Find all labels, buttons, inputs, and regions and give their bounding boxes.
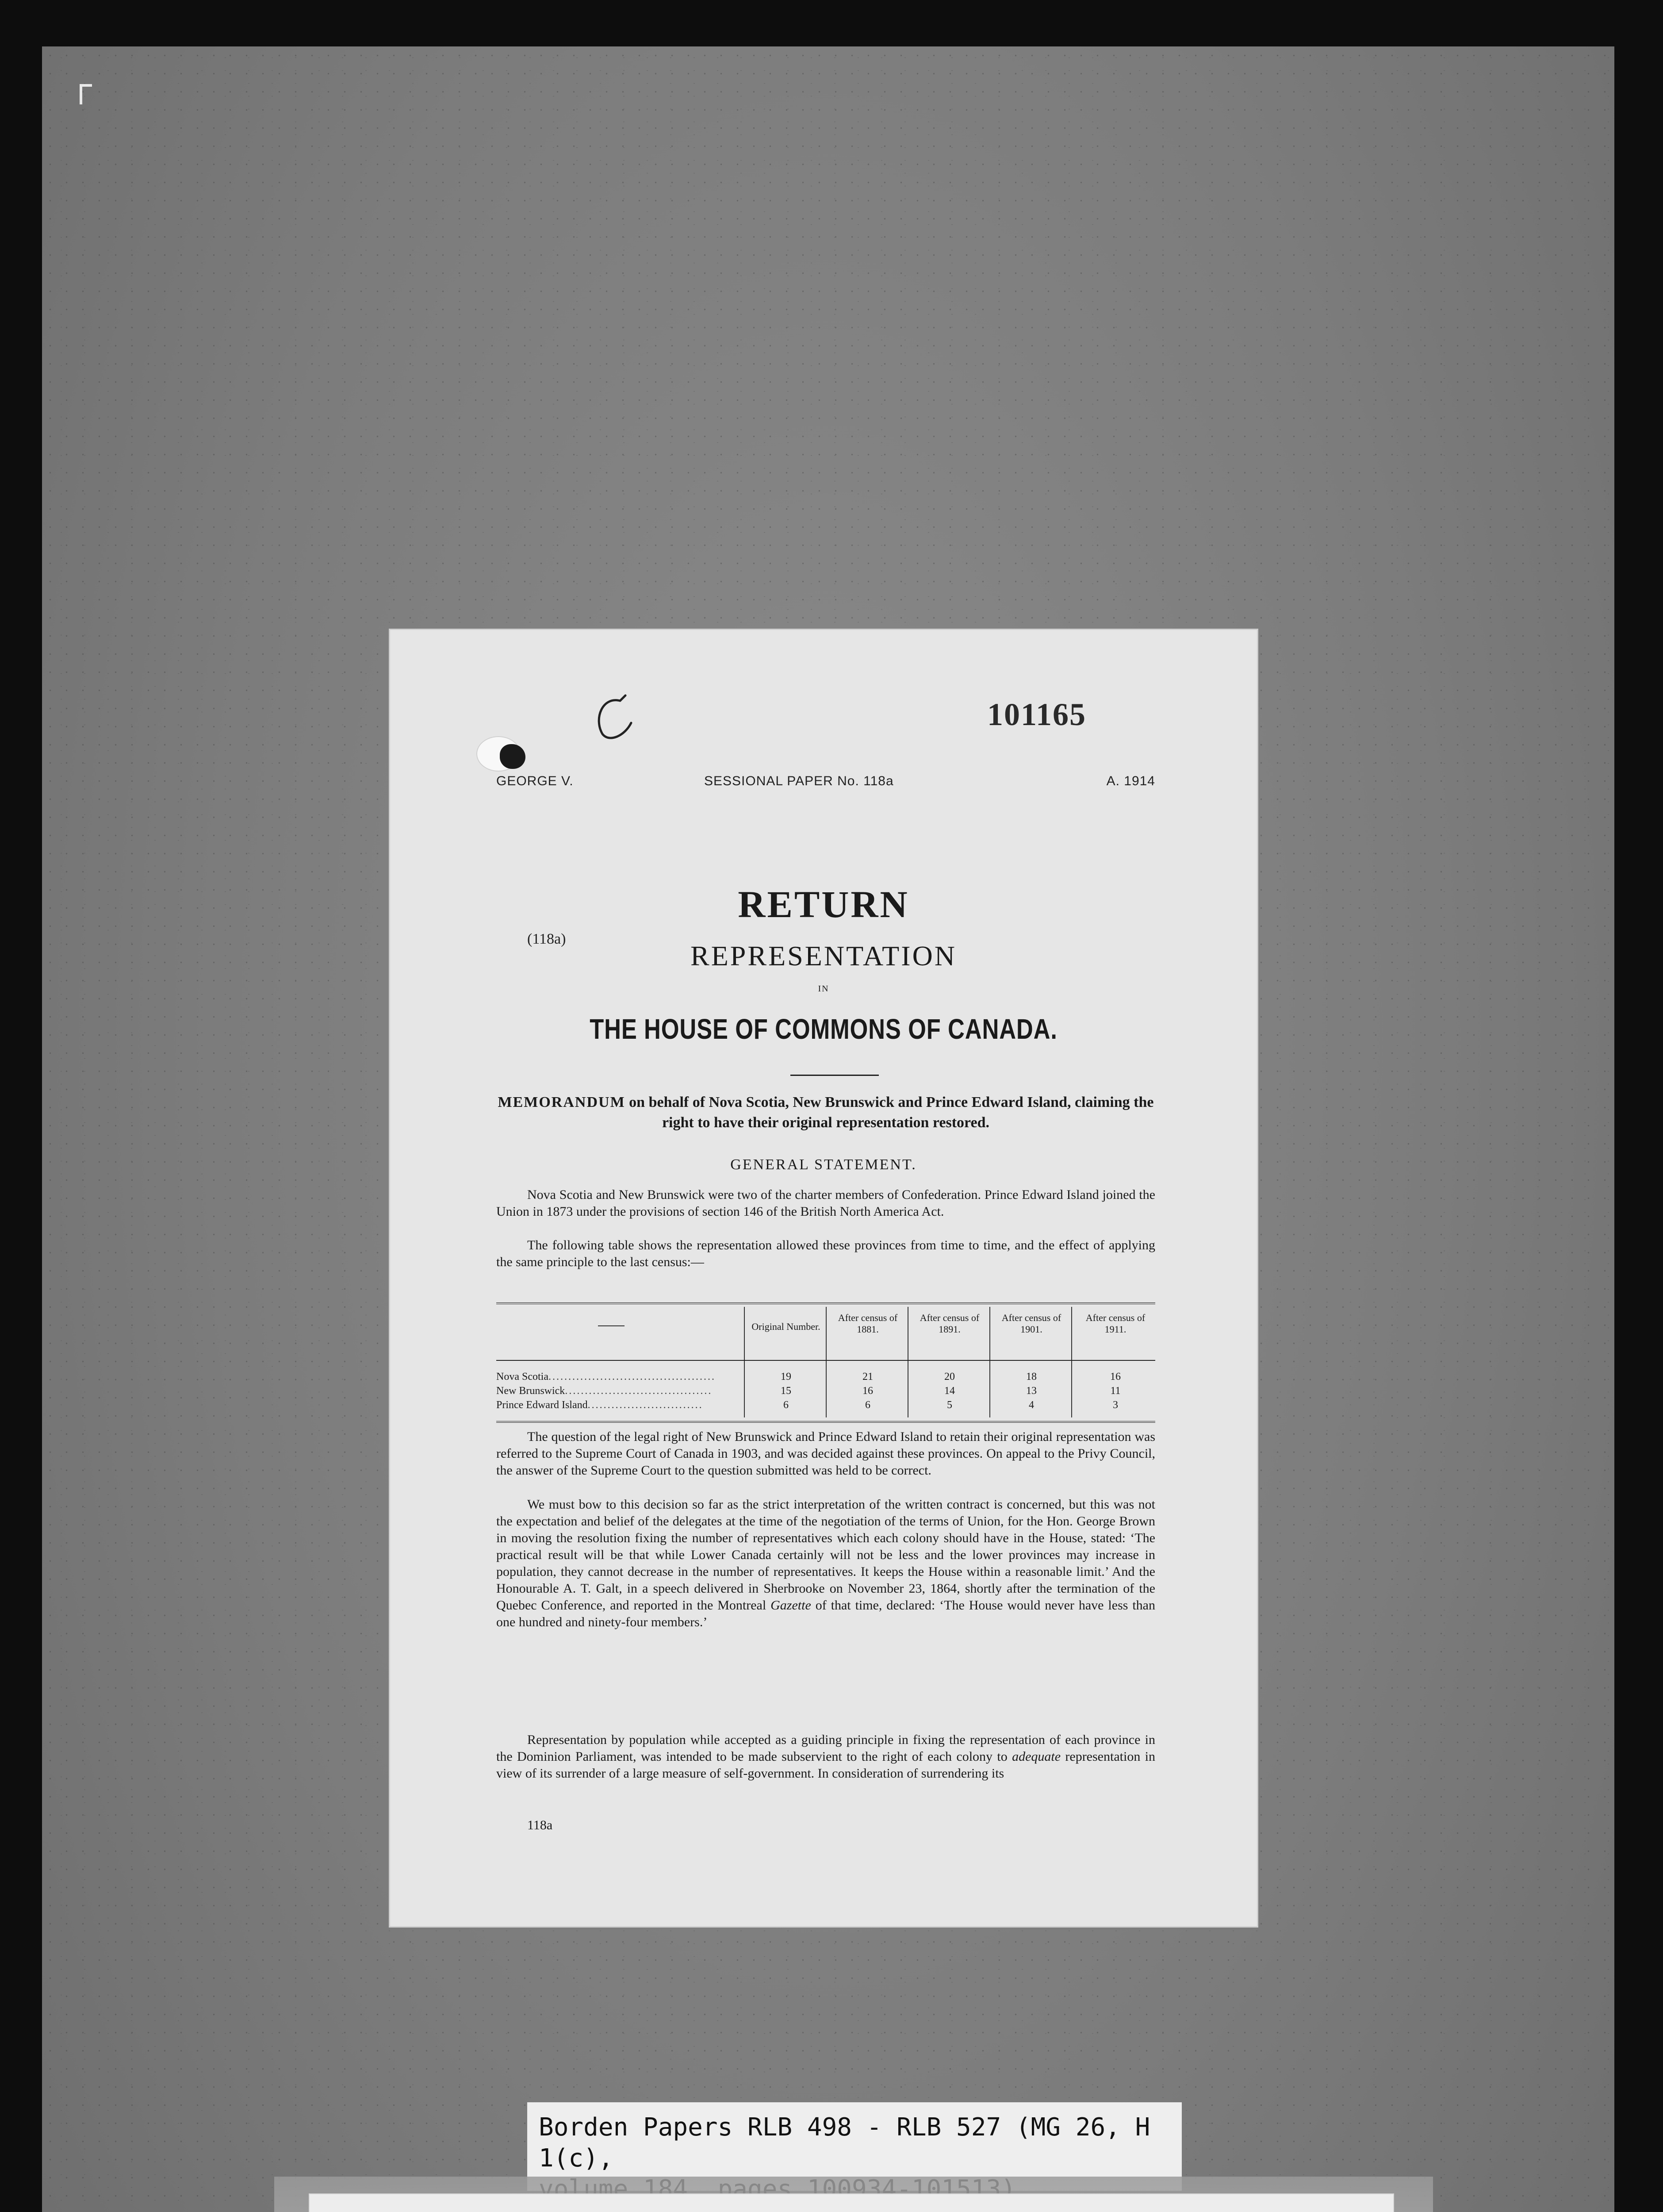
table-header-1891: After census of 1891. <box>920 1312 980 1335</box>
cell-value: 6 <box>783 1399 789 1411</box>
memorandum-heading <box>496 1092 1155 1133</box>
cell-value: 15 <box>781 1385 791 1397</box>
table-header-1881: After census of 1881. <box>838 1312 898 1335</box>
cell-value: 5 <box>947 1399 952 1411</box>
ink-blot <box>500 744 525 769</box>
cell-value: 6 <box>865 1399 870 1411</box>
corner-crop-mark <box>80 84 92 104</box>
paragraph-1-text: Nova Scotia and New Brunswick were two of the charter members of Confederation. Prince Edward Island joined the Union in 1873 under the provisions of section 146 of the British North America Act. <box>496 1187 1155 1219</box>
cell-value: 3 <box>1113 1399 1118 1411</box>
cell-value: 19 <box>781 1371 791 1382</box>
paragraph-4-text <box>496 1496 1155 1631</box>
archives-card <box>310 2194 1393 2212</box>
province-name: Prince Edward Island <box>496 1399 588 1411</box>
cell-value: 16 <box>862 1385 873 1397</box>
paragraph-2-text: The following table shows the representation allowed these provinces from time to time, and the effect of applying the same principle to the last census:— <box>496 1238 1155 1269</box>
paragraph-5 <box>496 1732 1155 1782</box>
header-year: A. 1914 <box>1106 774 1155 788</box>
table-row <box>496 1385 1155 1398</box>
cell-value: 21 <box>862 1371 873 1382</box>
reference-line-1: Borden Papers RLB 498 - RLB 527 (MG 26, H 1(c), <box>539 2113 1150 2173</box>
province-name: Nova Scotia <box>496 1371 548 1382</box>
title-rule <box>790 1075 879 1076</box>
memorandum-text: on behalf of Nova Scotia, New Brunswick and Prince Edward Island, claiming the right to have their original representation restored. <box>625 1094 1154 1131</box>
document-title: RETURN <box>738 883 909 926</box>
house-heading: THE HOUSE OF COMMONS OF CANADA. <box>590 1013 1058 1045</box>
adequate-italic: adequate <box>1012 1749 1061 1764</box>
table-header-rule <box>496 1360 1155 1361</box>
memorandum-lead: MEMORANDUM <box>498 1094 625 1110</box>
table-row <box>496 1371 1155 1384</box>
document-page <box>390 630 1257 1926</box>
paper-code: (118a) <box>527 931 566 947</box>
paragraph-2 <box>496 1237 1155 1271</box>
table-row <box>496 1399 1155 1413</box>
document-subtitle: REPRESENTATION <box>690 940 957 972</box>
paragraph-5-part-2: representation in view of its surrender of a large measure of self-government. In consideration of surrendering its <box>496 1749 1155 1781</box>
table-header-1901: After census of 1901. <box>1001 1312 1061 1335</box>
paragraph-3-text: The question of the legal right of New Brunswick and Prince Edward Island to retain their original representation was referred to the Supreme Court of Canada in 1903, and was decided against these provinces. On appeal to the Privy Council, the answer of the Supreme Court to the question submitted was held to be correct. <box>496 1429 1155 1478</box>
gazette-italic: Gazette <box>770 1598 811 1613</box>
document-stamp-number: 101165 <box>987 697 1087 732</box>
cell-value: 18 <box>1026 1371 1037 1382</box>
row-province: Nova Scotia.......................................... <box>496 1371 716 1382</box>
header-regnal-year: GEORGE V. <box>496 774 574 788</box>
general-statement-heading: GENERAL STATEMENT. <box>730 1156 917 1173</box>
footer-paper-code: 118a <box>527 1818 553 1832</box>
cell-value: 13 <box>1026 1385 1037 1397</box>
row-province: Prince Edward Island............................. <box>496 1399 703 1411</box>
paragraph-4 <box>496 1496 1155 1631</box>
cell-value: 20 <box>944 1371 955 1382</box>
cell-value: 11 <box>1110 1385 1121 1397</box>
cell-value: 16 <box>1110 1371 1121 1382</box>
cell-value: 4 <box>1029 1399 1034 1411</box>
paragraph-4-part-1: We must bow to this decision so far as the strict interpretation of the written contract is concerned, but this was not the expectation and belief of the delegates at the time of the negotiation of the terms of Union, for the Hon. George Brown in moving the resolution fixing the number of representatives which each colony should have in the House, stated: ‘The practical result will be that while Lower Canada certainly will not be less and the lower provinces may increase in population, they cannot decrease in the number of representatives. It keeps the House within a reasonable limit.’ And the Honourable A. T. Galt, in a speech delivered in Sherbrooke on November 23, 1864, shortly after the termination of the Quebec Conference, and reported in the Montreal <box>496 1497 1155 1613</box>
paragraph-3 <box>496 1429 1155 1479</box>
header-sessional-paper: SESSIONAL PAPER No. 118a <box>704 774 894 788</box>
paragraph-5-part-1: Representation by population while accepted as a guiding principle in fixing the representation of each province in the Dominion Parliament, was intended to be made subservient to the right of each colony to <box>496 1732 1155 1764</box>
table-header-1911: After census of 1911. <box>1085 1312 1146 1335</box>
row-province: New Brunswick..................................... <box>496 1385 713 1397</box>
table-header-original: Original Number. <box>751 1321 820 1332</box>
paragraph-4-part-2: of that time, declared: ‘The House would never have less than one hundred and ninety-four members.’ <box>496 1598 1155 1629</box>
paragraph-1 <box>496 1187 1155 1220</box>
table-stub-dash <box>598 1325 625 1326</box>
subtitle-connector: IN <box>818 984 829 994</box>
table-top-rule <box>496 1302 1155 1307</box>
handwritten-mark <box>589 692 638 745</box>
province-name: New Brunswick <box>496 1385 565 1397</box>
cell-value: 14 <box>944 1385 955 1397</box>
paragraph-5-text <box>496 1732 1155 1782</box>
table-bottom-rule <box>496 1421 1155 1425</box>
